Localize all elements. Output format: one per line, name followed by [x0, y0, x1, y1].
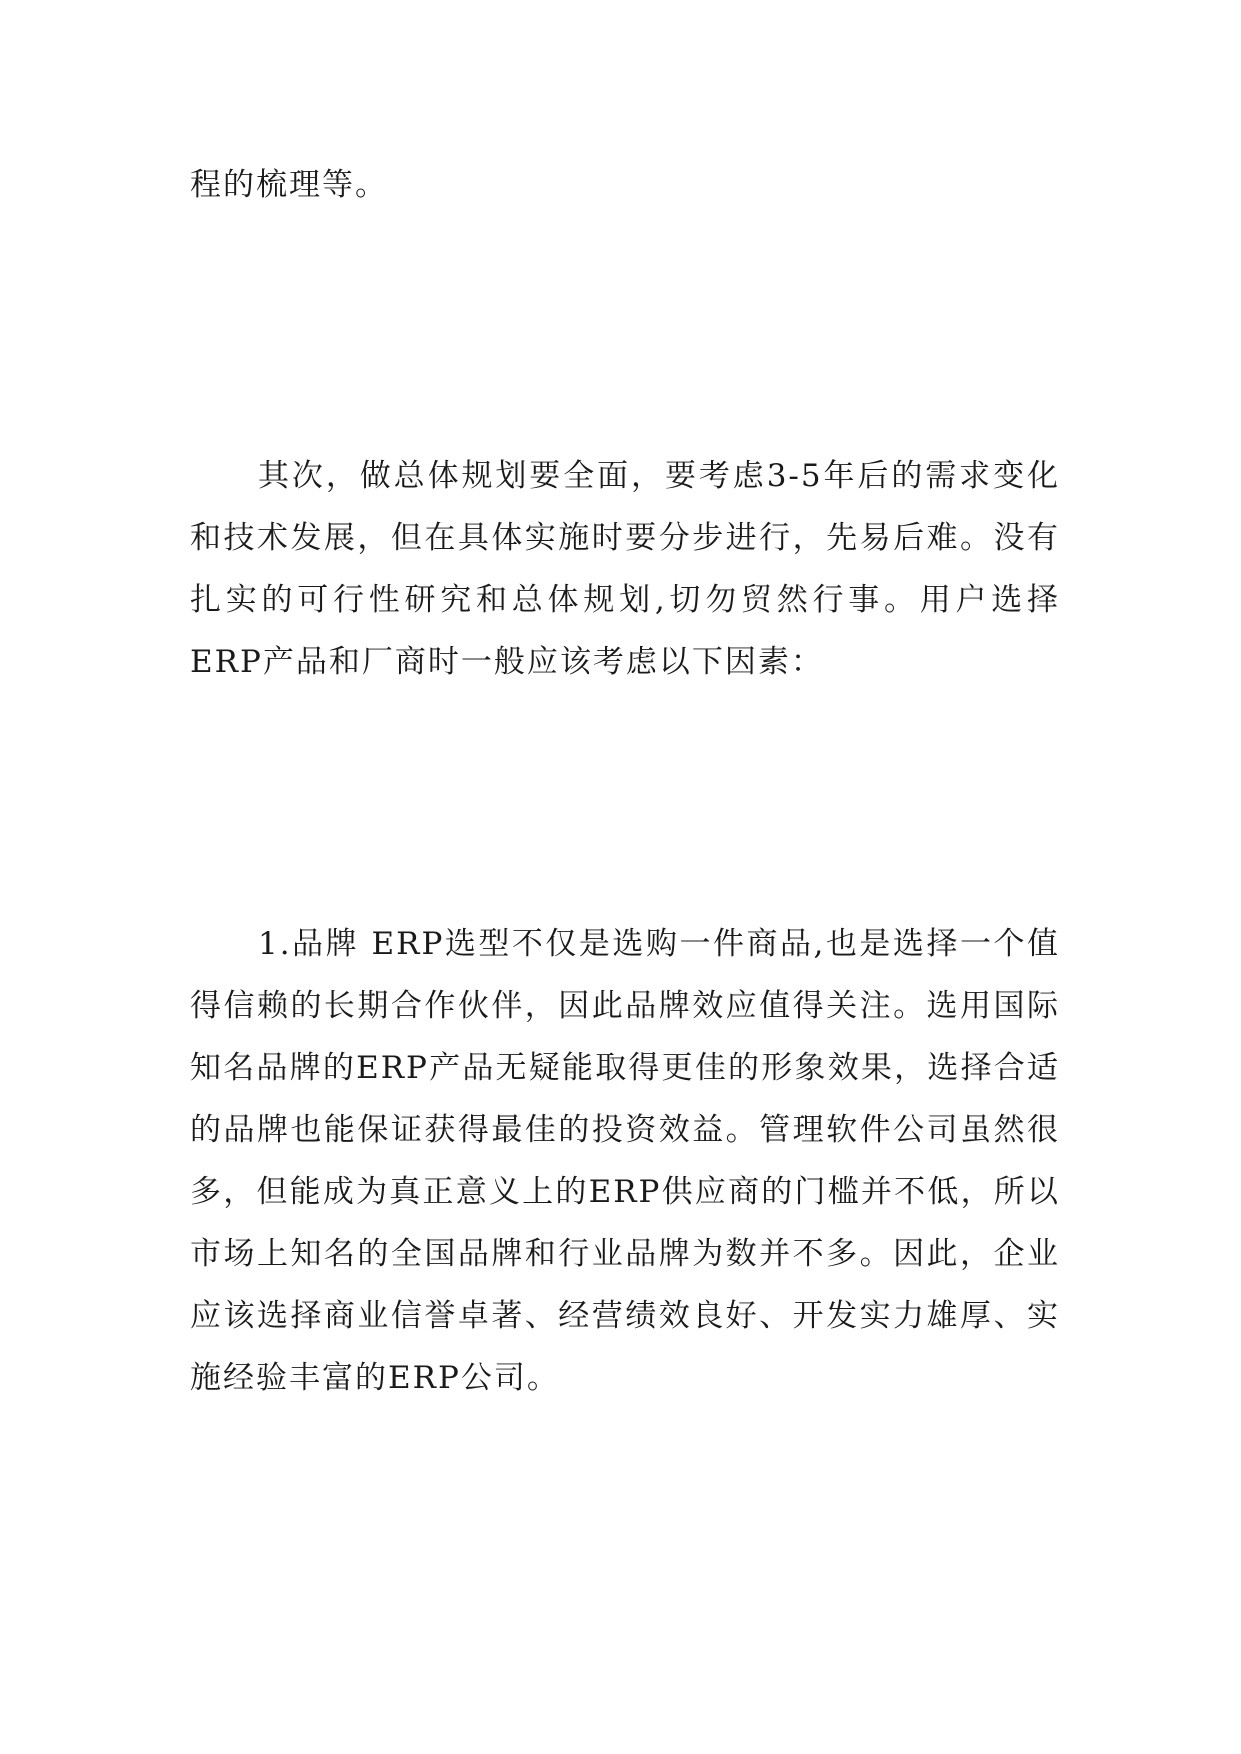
paragraph-continuation: 程的梳理等。 — [190, 167, 388, 203]
paragraph-brand: 1.品牌 ERP选型不仅是选购一件商品,也是选择一个值得信赖的长期合作伙伴，因此品牌效应值得关注。选用国际知名品牌的ERP产品无疑能取得更佳的形象效果，选择合适的品牌也能保证获得最佳的投资效益。管理软件公司虽然很多，但能成为真正意义上的ERP供应商的门槛并不低，所以市场上知名的全国品牌和行业品牌为数并不多。因此，企业应该选择商业信誉卓著、经营绩效良好、开发实力雄厚、实施经验丰富的ERP公司。 — [190, 926, 1060, 1396]
paragraph-planning: 其次，做总体规划要全面，要考虑3-5年后的需求变化和技术发展，但在具体实施时要分步进行，先易后难。没有扎实的可行性研究和总体规划,切勿贸然行事。用户选择ERP产品和厂商时一般应该考虑以下因素： — [190, 458, 1060, 680]
